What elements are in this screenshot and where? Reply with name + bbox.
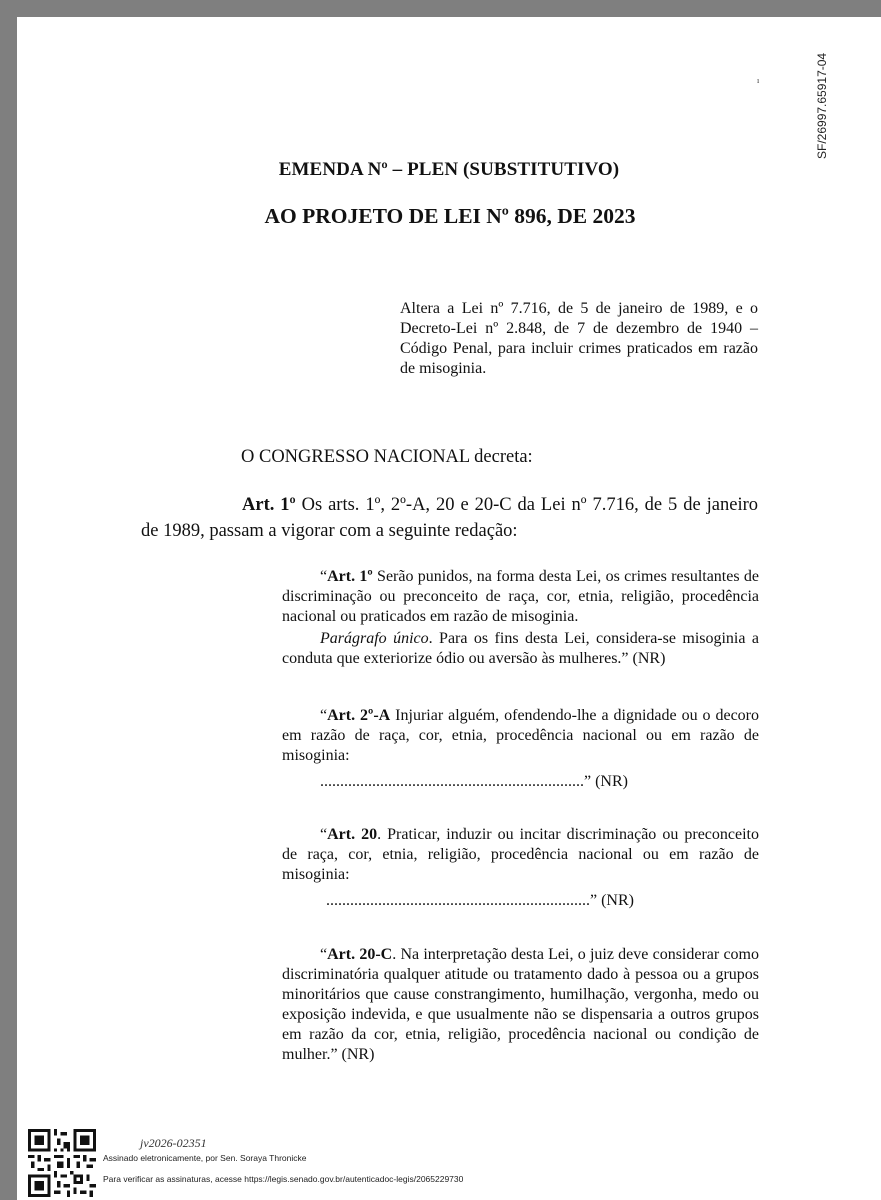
document-subtitle: AO PROJETO DE LEI Nº 896, DE 2023: [264, 204, 636, 228]
article-1-text: Os arts. 1º, 2º-A, 20 e 20-C da Lei nº 7.716, de 5 de janeiro de 1989, passam a vigorar com a seguinte redação:: [141, 495, 758, 541]
quoted-article-1-paragraph: [282, 629, 759, 669]
quoted-article-2a-label: Art. 2º-A: [327, 707, 391, 724]
quoted-article-2a-ellipsis: ..................................................................” (NR): [320, 773, 628, 790]
quoted-article-20c: [282, 945, 759, 1065]
side-document-code: SF/26997.65917-04: [815, 53, 829, 160]
quoted-article-2a: [282, 706, 759, 766]
article-1-label: Art. 1º: [242, 495, 296, 515]
verification-link-text[interactable]: Para verificar as assinaturas, acesse https://legis.senado.gov.br/autenticadoc-legis/2065229730: [103, 1174, 464, 1184]
quoted-article-20-label: Art. 20: [327, 826, 378, 843]
document-page: [17, 17, 881, 1200]
quoted-article-1-text: Serão punidos, na forma desta Lei, os crimes resultantes de discriminação ou preconceito de raça, cor, etnia, religião, procedência nacional ou praticados em razão de misoginia.: [282, 568, 760, 625]
quote-mark: “: [320, 707, 328, 724]
article-1-paragraph: [141, 492, 758, 544]
signature-note: Assinado eletronicamente, por Sen. Soraya Thronicke: [103, 1153, 307, 1163]
enacting-clause: O CONGRESSO NACIONAL decreta:: [241, 447, 533, 467]
quoted-article-20c-label: Art. 20-C: [327, 946, 393, 963]
quote-mark: “: [320, 826, 328, 843]
quoted-article-20c-text: . Na interpretação desta Lei, o juiz deve considerar como discriminatória qualquer atitude ou tratamento dado à pessoa ou a grupos minoritários que cause constrangimento, humilhação, vergonha, medo ou exposição indevida, e que usualmente não se dispensaria a outros grupos em razão da cor, etnia, religião, procedência nacional ou condição de mulher.” (NR): [282, 946, 759, 1063]
document-footer-code: jv2026-02351: [140, 1136, 207, 1150]
document-title: EMENDA Nº – PLEN (SUBSTITUTIVO): [278, 159, 620, 180]
margin-mark: ı: [757, 76, 760, 85]
qr-code-icon: [28, 1129, 96, 1197]
quote-mark: “: [320, 946, 328, 963]
ementa-paragraph: Altera a Lei nº 7.716, de 5 de janeiro de 1989, e o Decreto-Lei nº 2.848, de 7 de dezembro de 1940 – Código Penal, para incluir crimes praticados em razão de misoginia.: [400, 300, 758, 377]
quoted-article-1: [282, 567, 759, 627]
quote-mark: “: [320, 568, 328, 585]
quoted-article-20-ellipsis: ..................................................................” (NR): [326, 892, 634, 909]
paragraph-text: . Para os fins desta Lei, considera-se misoginia a conduta que exteriorize ódio ou aversão às mulheres.” (NR): [282, 630, 759, 667]
quoted-article-2a-text: Injuriar alguém, ofendendo-lhe a dignidade ou o decoro em razão de raça, cor, etnia, procedência nacional ou em razão de misoginia:: [282, 707, 760, 764]
quoted-article-20: [282, 825, 759, 885]
quoted-article-1-label: Art. 1º: [327, 568, 373, 585]
paragraph-label: Parágrafo único: [320, 630, 429, 647]
quoted-article-20-text: . Praticar, induzir ou incitar discriminação ou preconceito de raça, cor, etnia, religião, procedência nacional ou em razão de misoginia:: [282, 826, 759, 883]
